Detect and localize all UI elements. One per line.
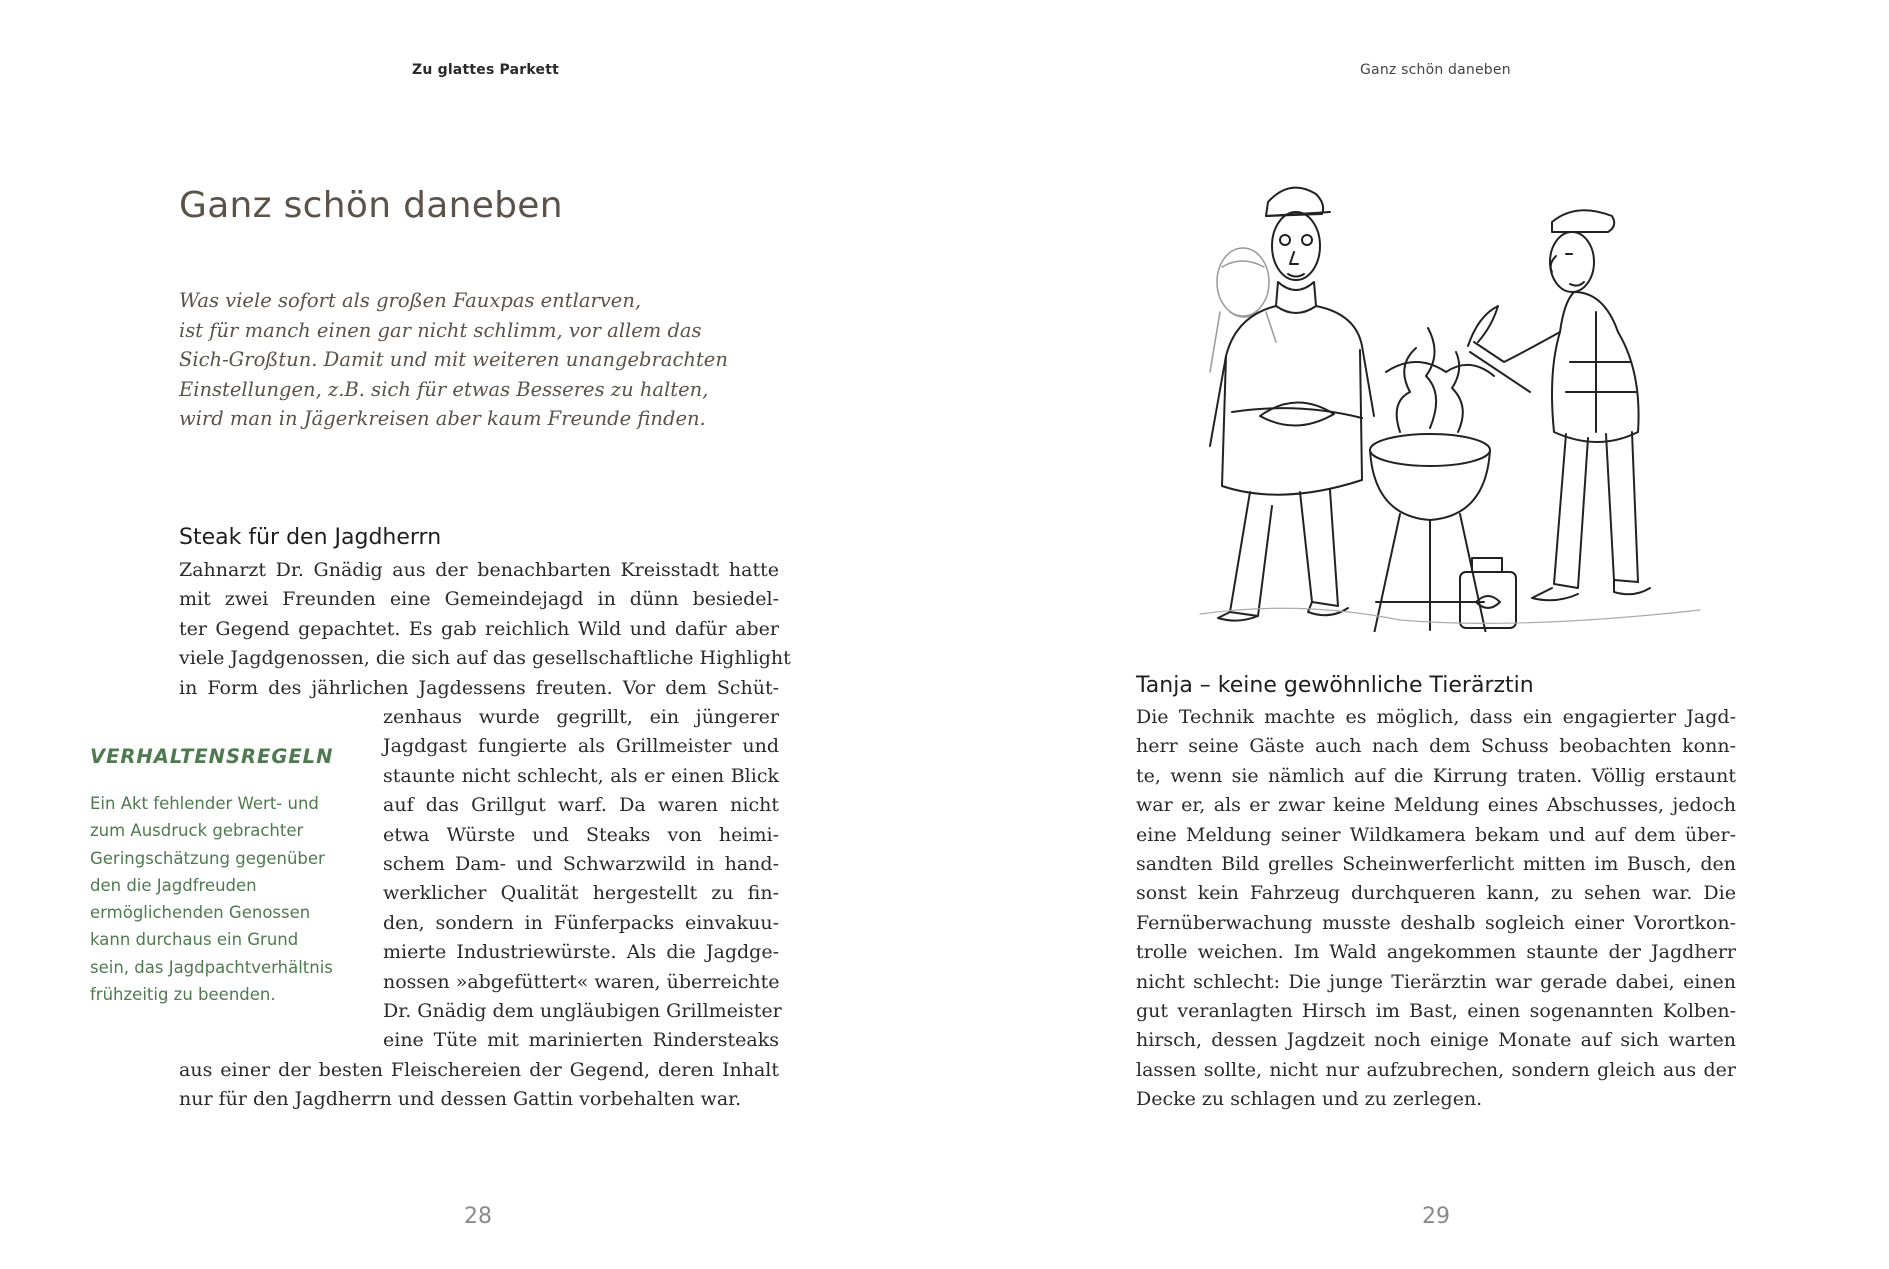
page-number-right: 29 bbox=[1422, 1204, 1450, 1229]
body-line: nicht schlecht: Die junge Tierärztin war gerade dabei, einen bbox=[1136, 970, 1736, 993]
body-line: staunte nicht schlecht, als er einen Blick bbox=[383, 764, 779, 787]
intro-line: Einstellungen, z.B. sich für etwas Besseres zu halten, bbox=[179, 377, 709, 401]
sidebar-title: VERHALTENSREGELN bbox=[90, 745, 334, 768]
body-line: te, wenn sie nämlich auf die Kirrung traten. Völlig erstaunt bbox=[1136, 764, 1736, 787]
body-line: werklicher Qualität hergestellt zu fin- bbox=[383, 882, 779, 905]
section1-body-top bbox=[179, 556, 791, 703]
body-line: sandten Bild grelles Scheinwerferlicht mitten im Busch, den bbox=[1136, 853, 1736, 876]
sidebar-line: Geringschätzung gegenüber bbox=[90, 848, 325, 868]
body-line: gut veranlagten Hirsch im Bast, einen sogenannten Kolben- bbox=[1136, 1000, 1736, 1023]
body-line: Fernüberwachung musste deshalb sogleich einer Vorortkon- bbox=[1136, 911, 1736, 934]
sidebar-line: Ein Akt fehlender Wert- und bbox=[90, 794, 319, 813]
body-line: in Form des jährlichen Jagdessens freuten. Vor dem Schüt- bbox=[179, 676, 779, 699]
intro-line: ist für manch einen gar nicht schlimm, vor allem das bbox=[179, 318, 702, 342]
intro-line: Was viele sofort als großen Fauxpas entlarven, bbox=[179, 289, 642, 312]
body-line: mierte Industriewürste. Als die Jagdge- bbox=[383, 941, 779, 964]
barbecue-hunters-illustration bbox=[1100, 162, 1740, 632]
body-line: Zahnarzt Dr. Gnädig aus der benachbarten Kreisstadt hatte bbox=[179, 559, 779, 581]
section1-body-narrow bbox=[383, 703, 782, 1056]
sidebar-line: ermöglichenden Genossen bbox=[90, 903, 311, 923]
body-line: Jagdgast fungierte als Grillmeister und bbox=[383, 735, 779, 758]
sidebar-text bbox=[90, 790, 360, 1008]
body-line: herr seine Gäste auch nach dem Schuss beobachten konn- bbox=[1136, 735, 1736, 758]
body-line: mit zwei Freunden eine Gemeindejagd in dünn besiedel- bbox=[179, 588, 779, 611]
intro-line: wird man in Jägerkreisen aber kaum Freunde finden. bbox=[179, 407, 706, 430]
body-line: nur für den Jagdherrn und dessen Gattin vorbehalten war. bbox=[179, 1088, 742, 1111]
body-line: auf das Grillgut warf. Da waren nicht bbox=[383, 794, 779, 817]
intro-paragraph bbox=[179, 286, 779, 434]
body-line: zenhaus wurde gegrillt, ein jüngerer bbox=[383, 706, 779, 728]
body-line: eine Meldung seiner Wildkamera bekam und auf dem über- bbox=[1136, 823, 1736, 846]
sidebar-line: den die Jagdfreuden bbox=[90, 875, 257, 895]
sidebar-line: frühzeitig zu beenden. bbox=[90, 985, 276, 1005]
body-line: viele Jagdgenossen, die sich auf das gesellschaftliche Highlight bbox=[179, 647, 791, 670]
body-line: etwa Würste und Steaks von heimi- bbox=[383, 823, 779, 846]
body-line: war er, als er zwar keine Meldung eines Abschusses, jedoch bbox=[1136, 794, 1736, 817]
section-heading-tanja: Tanja – keine gewöhnliche Tierärztin bbox=[1136, 673, 1534, 698]
sidebar-line: zum Ausdruck gebrachter bbox=[90, 821, 304, 841]
page-number-left: 28 bbox=[464, 1204, 492, 1229]
sidebar-box bbox=[90, 745, 360, 1008]
body-line: den, sondern in Fünferpacks einvakuu- bbox=[383, 911, 779, 934]
intro-line: Sich-Großtun. Damit und mit weiteren unangebrachten bbox=[179, 348, 728, 371]
body-line: ter Gegend gepachtet. Es gab reichlich Wild und dafür aber bbox=[179, 617, 779, 640]
section2-body bbox=[1136, 703, 1736, 1115]
body-line: lassen sollte, nicht nur aufzubrechen, sondern gleich aus der bbox=[1136, 1058, 1736, 1081]
body-line: trolle weichen. Im Wald angekommen staunte der Jagdherr bbox=[1136, 941, 1736, 964]
body-line: Decke zu schlagen und zu zerlegen. bbox=[1136, 1088, 1483, 1111]
body-line: Dr. Gnädig dem ungläubigen Grillmeister bbox=[383, 1000, 782, 1023]
sidebar-line: kann durchaus ein Grund bbox=[90, 930, 299, 950]
body-line: nossen »abgefüttert« waren, überreichte bbox=[383, 970, 780, 993]
running-head-right: Ganz schön daneben bbox=[1360, 62, 1511, 78]
section-heading-steak: Steak für den Jagdherrn bbox=[179, 525, 442, 550]
body-line: sonst kein Fahrzeug durchqueren kann, zu sehen war. Die bbox=[1136, 882, 1736, 905]
sidebar-line: sein, das Jagdpachtverhältnis bbox=[90, 957, 333, 977]
running-head-left: Zu glattes Parkett bbox=[412, 62, 559, 78]
body-line: schem Dam- und Schwarzwild in hand- bbox=[383, 853, 779, 876]
body-line: aus einer der besten Fleischereien der Gegend, deren Inhalt bbox=[179, 1059, 779, 1081]
section1-body-bottom bbox=[179, 1056, 779, 1115]
chapter-title: Ganz schön daneben bbox=[179, 185, 563, 226]
body-line: hirsch, dessen Jagdzeit noch einige Monate auf sich warten bbox=[1136, 1029, 1736, 1052]
body-line: eine Tüte mit marinierten Rindersteaks bbox=[383, 1029, 779, 1052]
body-line: Die Technik machte es möglich, dass ein engagierter Jagd- bbox=[1136, 706, 1736, 728]
